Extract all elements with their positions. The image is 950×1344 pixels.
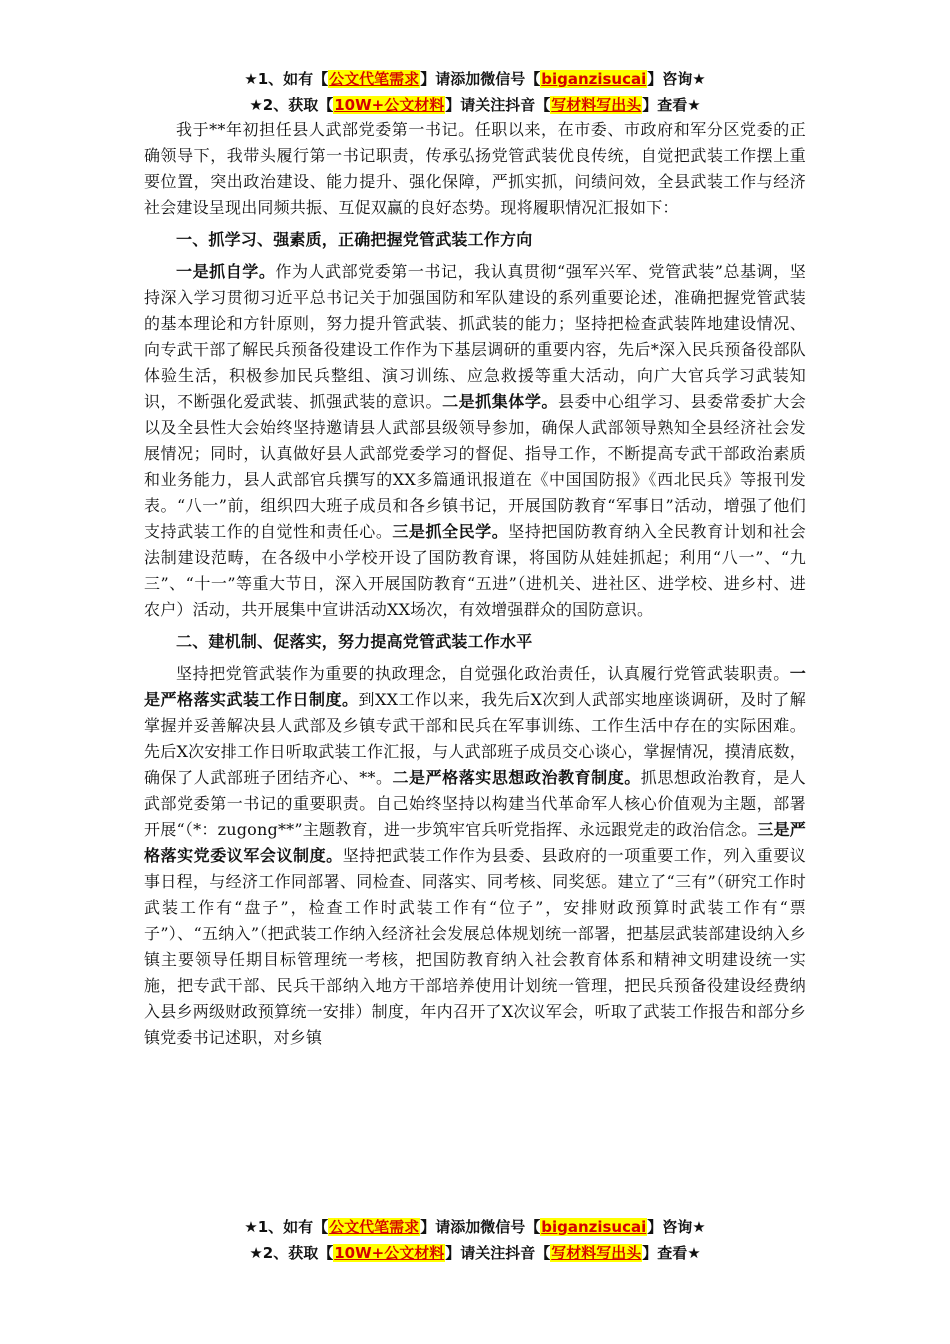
banner-line-1 (0, 1214, 950, 1240)
section-1-paragraph (144, 259, 806, 623)
banner-line-1 (0, 66, 950, 92)
paragraph-text: 抓思想政治教育，是人武部党委第一书记的重要职责。自己始终坚持以构建当代革命军人核心价值观为主题，部署开展“（*：zugong**”主题教育，进一步筑牢官兵听党指挥、永远跟党走的政治信念。 (144, 768, 806, 839)
douyin-account-highlight: 写材料写出头 (551, 1244, 642, 1262)
paragraph-text: 坚持把武装工作作为县委、县政府的一项重要工作，列入重要议事日程，与经济工作同部署、同检查、同落实、同考核、同奖惩。建立了“三有”（研究工作时武装工作有“盘子”，检查工作时武装工作有“位子”，安排财政预算时武装工作有“票子”）、“五纳入”（把武装工作纳入经济社会发展总体规划统一部署，把基层武装部建设纳入乡镇主要领导任期目标管理统一考核，把国防教育纳入社会教育体系和精神文明建设统一实施，把专武干部、民兵干部纳入地方干部培养使用计划统一管理，把民兵预备役建设经费纳入县乡两级财政预算统一安排）制度，年内召开了X次议军会，听取了武装工作报告和部分乡镇党委书记述职，对乡镇 (144, 846, 806, 1047)
banner-text: 】请关注抖音【 (445, 96, 551, 114)
top-banner (0, 66, 950, 118)
bold-lead: 一是抓自学。 (176, 262, 276, 281)
banner-text: 】查看★ (642, 1244, 701, 1262)
paragraph-text: 县委中心组学习、县委常委扩大会以及全县性大会始终坚持邀请县人武部县级领导参加，确保人武部领导熟知全县经济社会发展情况；同时，认真做好县人武部党委学习的督促、指导工作，不断提高专武干部政治素质和业务能力，县人武部官兵撰写的XX多篇通讯报道在《中国国防报》《西北民兵》等报刊发表。“八一”前，组织四大班子成员和各乡镇书记，开展国防教育“军事日”活动，增强了他们支持武装工作的自觉性和责任心。 (144, 392, 806, 541)
banner-text: 】请关注抖音【 (445, 1244, 551, 1262)
paragraph-text: 坚持把国防教育纳入全民教育计划和社会法制建设范畴，在各级中小学校开设了国防教育课，将国防从娃娃抓起；利用“八一”、“九三”、“十一”等重大节日，深入开展国防教育“五进”（进机关、进社区、进学校、进乡村、进农户）活动，共开展集中宣讲活动XX场次，有效增强群众的国防意识。 (144, 522, 806, 619)
bottom-banner (0, 1214, 950, 1266)
highlighted-text: 公文代笔需求 (329, 1218, 420, 1236)
highlighted-text: 公文代笔需求 (329, 70, 420, 88)
paragraph-text: 坚持把党管武装作为重要的执政理念，自觉强化政治责任，认真履行党管武装职责。 (176, 664, 790, 683)
banner-text: ★2、获取【 (249, 96, 334, 114)
highlighted-text: 10W+公文材料 (334, 1244, 445, 1262)
banner-line-2 (0, 92, 950, 118)
banner-line-2 (0, 1240, 950, 1266)
banner-text: 】请添加微信号【 (420, 70, 541, 88)
wechat-id-highlight: biganzisucai (541, 1218, 647, 1236)
banner-text: 】查看★ (642, 96, 701, 114)
bold-lead: 三是抓全民学。 (392, 522, 509, 541)
paragraph-text: 作为人武部党委第一书记，我认真贯彻“强军兴军、党管武装”总基调，坚持深入学习贯彻习近平总书记关于加强国防和军队建设的系列重要论述，准确把握党管武装的基本理论和方针原则，努力提升管武装、抓武装的能力；坚持把检查武装阵地建设情况、向专武干部了解民兵预备役建设工作作为下基层调研的重要内容，先后*深入民兵预备役部队体验生活，积极参加民兵整组、演习训练、应急救援等重大活动，向广大官兵学习武装知识，不断强化爱武装、抓强武装的意识。 (144, 262, 806, 411)
douyin-account-highlight: 写材料写出头 (551, 96, 642, 114)
wechat-id-highlight: biganzisucai (541, 70, 647, 88)
bold-lead: 三是严格落实党委议军会议制度。 (144, 820, 806, 865)
section-heading-1: 一、抓学习、强素质，正确把握党管武装工作方向 (176, 230, 533, 249)
document-body (144, 117, 806, 1051)
banner-text: 】请添加微信号【 (420, 1218, 541, 1236)
paragraph-text: 到XX工作以来，我先后X次到人武部实地座谈调研，及时了解掌握并妥善解决县人武部及乡镇专武干部和民兵在军事训练、工作生活中存在的实际困难。先后X次安排工作日听取武装工作汇报，与人武部班子成员交心谈心，掌握情况，摸清底数，确保了人武部班子团结齐心、**。 (144, 690, 806, 787)
section-2-paragraph (144, 661, 806, 1051)
banner-text: ★1、如有【 (244, 70, 329, 88)
bold-lead: 二是严格落实思想政治教育制度。 (392, 768, 641, 787)
section-heading-2: 二、建机制、促落实，努力提高党管武装工作水平 (176, 632, 533, 651)
intro-paragraph: 我于**年初担任县人武部党委第一书记。任职以来，在市委、市政府和军分区党委的正确领导下，我带头履行第一书记职责，传承弘扬党管武装优良传统，自觉把武装工作摆上重要位置，突出政治建设、能力提升、强化保障，严抓实抓，问绩问效，全县武装工作与经济社会建设呈现出同频共振、互促双赢的良好态势。现将履职情况汇报如下： (144, 120, 806, 217)
bold-lead: 一是严格落实武装工作日制度。 (144, 664, 806, 709)
banner-text: ★2、获取【 (249, 1244, 334, 1262)
banner-text: ★1、如有【 (244, 1218, 329, 1236)
bold-lead: 二是抓集体学。 (442, 392, 558, 411)
highlighted-text: 10W+公文材料 (334, 96, 445, 114)
banner-text: 】咨询★ (647, 70, 706, 88)
banner-text: 】咨询★ (647, 1218, 706, 1236)
